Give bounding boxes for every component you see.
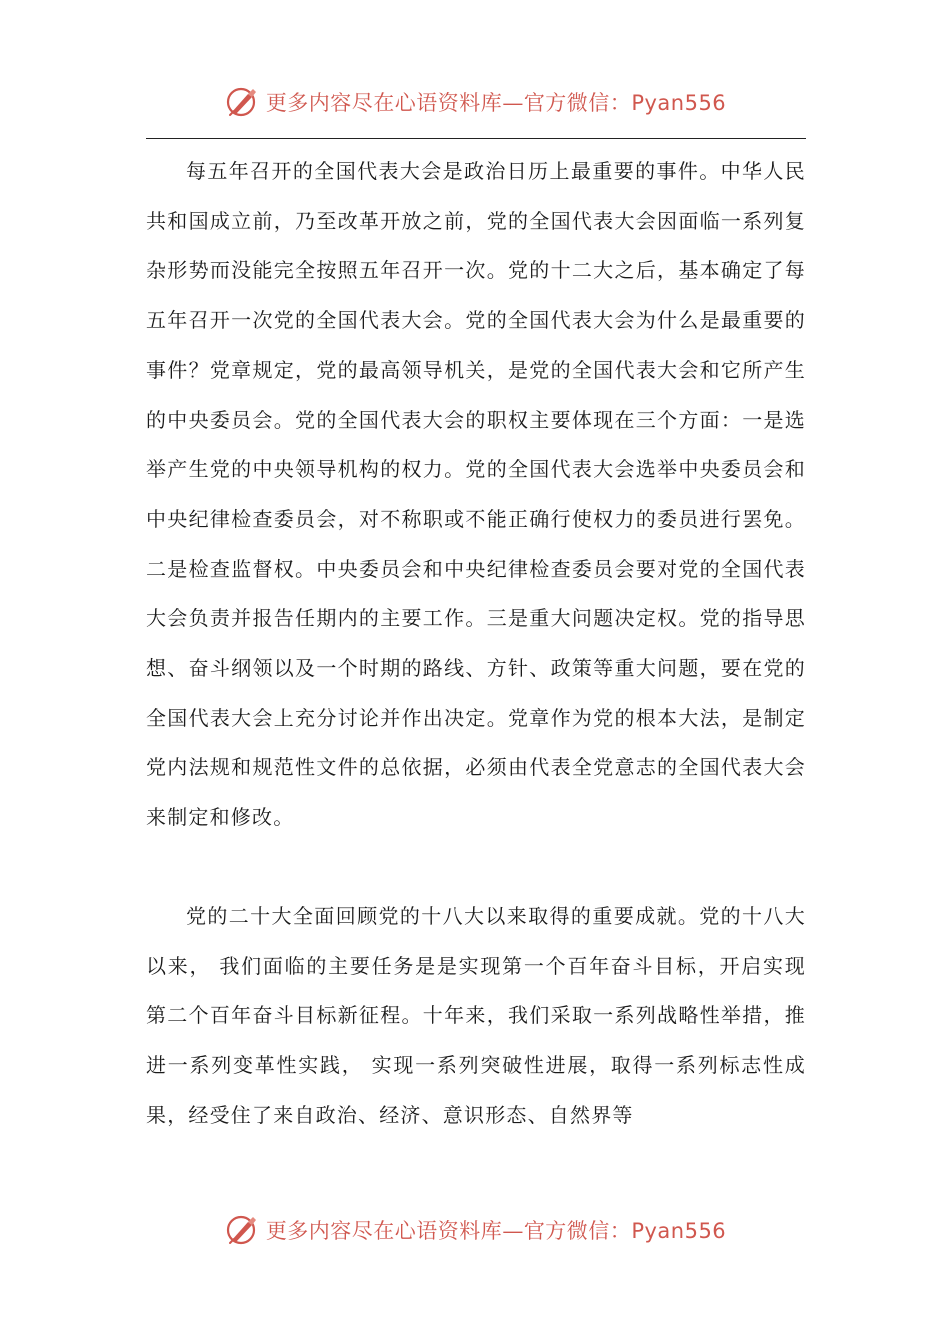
header-divider [146,138,806,139]
page-footer-banner [0,1208,950,1252]
header-wechat-id: Pyan556 [631,91,727,115]
header-brand-text: 更多内容尽在心语资料库—官方微信：Pyan556 [265,91,727,115]
paragraph-2: 党的二十大全面回顾党的十八大以来取得的重要成就。党的十八大以来， 我们面临的主要任务是是实现第一个百年奋斗目标，开启实现第二个百年奋斗目标新征程。十年来，我们采取一系列战略性举措，推进一系列变革性实践， 实现一系列突破性进展，取得一系列标志性成果，经受住了来自政治、经济、意识形态、自然界等 [146,903,806,1127]
ink-pen-logo-icon [224,1212,260,1248]
page-header-banner [0,80,950,124]
document-body [146,147,806,1140]
footer-brand-text: 更多内容尽在心语资料库—官方微信：Pyan556 [265,1219,727,1243]
footer-wechat-id: Pyan556 [631,1219,727,1243]
paragraph-1: 每五年召开的全国代表大会是政治日历上最重要的事件。中华人民共和国成立前，乃至改革开放之前，党的全国代表大会因面临一系列复杂形势而没能完全按照五年召开一次。党的十二大之后，基本确定了每五年召开一次党的全国代表大会。党的全国代表大会为什么是最重要的事件？党章规定，党的最高领导机关，是党的全国代表大会和它所产生的中央委员会。党的全国代表大会的职权主要体现在三个方面：一是选举产生党的中央领导机构的权力。党的全国代表大会选举中央委员会和中央纪律检查委员会，对不称职或不能正确行使权力的委员进行罢免。二是检查监督权。中央委员会和中央纪律检查委员会要对党的全国代表大会负责并报告任期内的主要工作。三是重大问题决定权。党的指导思想、奋斗纲领以及一个时期的路线、方针、政策等重大问题，要在党的全国代表大会上充分讨论并作出决定。党章作为党的根本大法，是制定党内法规和规范性文件的总依据，必须由代表全党意志的全国代表大会来制定和修改。 [146,159,806,830]
ink-pen-logo-icon [224,84,260,120]
